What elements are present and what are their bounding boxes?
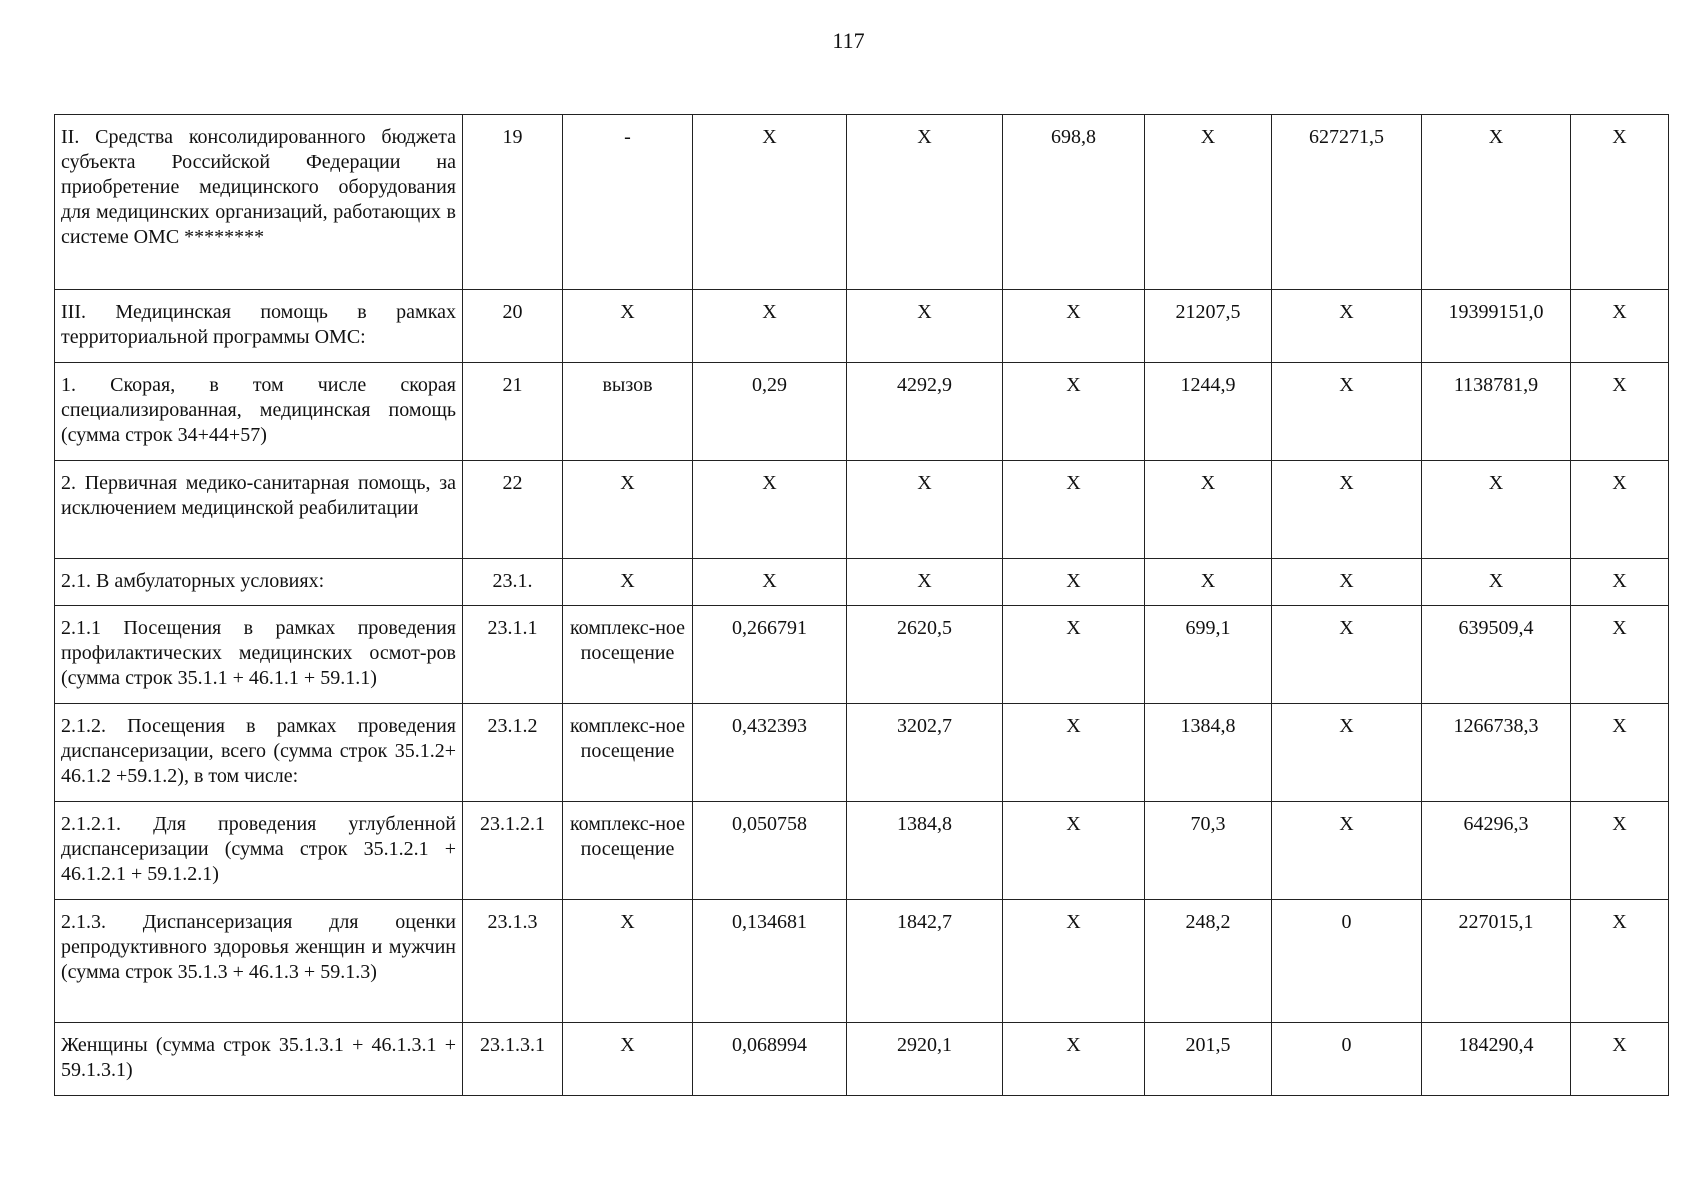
table-cell: 2620,5 — [847, 606, 1003, 704]
table-cell: 0,134681 — [693, 900, 847, 1023]
table-cell: X — [1571, 900, 1669, 1023]
table-cell: X — [1003, 802, 1145, 900]
table-cell: 23.1.3.1 — [463, 1023, 563, 1096]
table-cell: X — [1571, 704, 1669, 802]
table-cell: 19399151,0 — [1422, 290, 1571, 363]
table-cell: 23.1.2 — [463, 704, 563, 802]
table-cell: X — [1003, 290, 1145, 363]
table-cell: комплекс-ное посещение — [563, 606, 693, 704]
table-cell: 2920,1 — [847, 1023, 1003, 1096]
table-row — [55, 363, 1669, 461]
table-cell: комплекс-ное посещение — [563, 802, 693, 900]
table-cell: X — [1003, 559, 1145, 606]
table-cell: X — [1272, 559, 1422, 606]
table-cell: 639509,4 — [1422, 606, 1571, 704]
table-cell: 248,2 — [1145, 900, 1272, 1023]
row-name-cell: III. Медицинская помощь в рамках территориальной программы ОМС: — [55, 290, 463, 363]
table-cell: X — [693, 461, 847, 559]
table-cell: X — [563, 559, 693, 606]
table-cell: X — [1003, 900, 1145, 1023]
table-row — [55, 1023, 1669, 1096]
table-cell: - — [563, 115, 693, 290]
row-name-cell: Женщины (сумма строк 35.1.3.1 + 46.1.3.1 + 59.1.3.1) — [55, 1023, 463, 1096]
table-cell: X — [1003, 363, 1145, 461]
table-cell: X — [1571, 606, 1669, 704]
table-cell: X — [563, 900, 693, 1023]
table-cell: 0 — [1272, 1023, 1422, 1096]
table-cell: 1384,8 — [1145, 704, 1272, 802]
table-cell: X — [1571, 461, 1669, 559]
table-cell: 23.1.1 — [463, 606, 563, 704]
table-cell: 0,050758 — [693, 802, 847, 900]
table-cell: X — [1272, 461, 1422, 559]
table-cell: 20 — [463, 290, 563, 363]
table-row — [55, 290, 1669, 363]
row-name-cell: 2. Первичная медико-санитарная помощь, за исключением медицинской реабилитации — [55, 461, 463, 559]
table-cell: 0,068994 — [693, 1023, 847, 1096]
row-name-cell: 1. Скорая, в том числе скорая специализированная, медицинская помощь (сумма строк 34+44+57) — [55, 363, 463, 461]
row-name-cell: 2.1.3. Диспансеризация для оценки репродуктивного здоровья женщин и мужчин (сумма строк 35.1.3 + 46.1.3 + 59.1.3) — [55, 900, 463, 1023]
table-cell: комплекс-ное посещение — [563, 704, 693, 802]
table-cell: X — [1272, 290, 1422, 363]
table-cell: X — [693, 115, 847, 290]
table-cell: 19 — [463, 115, 563, 290]
table-cell: X — [1145, 559, 1272, 606]
table-cell: 1842,7 — [847, 900, 1003, 1023]
table-cell: 3202,7 — [847, 704, 1003, 802]
table-row — [55, 115, 1669, 290]
row-name-cell: 2.1.2. Посещения в рамках проведения диспансеризации, всего (сумма строк 35.1.2+ 46.1.2 +59.1.2), в том числе: — [55, 704, 463, 802]
table-cell: X — [1003, 461, 1145, 559]
table-cell: 0 — [1272, 900, 1422, 1023]
table-row — [55, 704, 1669, 802]
row-name-cell: 2.1.1 Посещения в рамках проведения профилактических медицинских осмот-ров (сумма строк 35.1.1 + 46.1.1 + 59.1.1) — [55, 606, 463, 704]
table-cell: X — [693, 290, 847, 363]
table-cell: 1266738,3 — [1422, 704, 1571, 802]
table-cell: X — [1422, 115, 1571, 290]
table-cell: X — [1272, 606, 1422, 704]
table-cell: 23.1.3 — [463, 900, 563, 1023]
table-cell: X — [847, 461, 1003, 559]
table-cell: 1244,9 — [1145, 363, 1272, 461]
table-row — [55, 461, 1669, 559]
table-cell: X — [1422, 461, 1571, 559]
table-cell: X — [1003, 704, 1145, 802]
table-cell: X — [1571, 559, 1669, 606]
table-cell: X — [847, 115, 1003, 290]
table-cell: X — [1145, 461, 1272, 559]
table-cell: X — [1003, 606, 1145, 704]
table-cell: 0,432393 — [693, 704, 847, 802]
table-cell: вызов — [563, 363, 693, 461]
table-row — [55, 559, 1669, 606]
table-cell: 4292,9 — [847, 363, 1003, 461]
table-cell: X — [563, 1023, 693, 1096]
table-cell: 1138781,9 — [1422, 363, 1571, 461]
row-name-cell: 2.1. В амбулаторных условиях: — [55, 559, 463, 606]
table-cell: X — [847, 290, 1003, 363]
table-cell: X — [1571, 1023, 1669, 1096]
table-cell: 201,5 — [1145, 1023, 1272, 1096]
table-cell: 0,29 — [693, 363, 847, 461]
table-cell: 1384,8 — [847, 802, 1003, 900]
table-cell: 21 — [463, 363, 563, 461]
table-cell: 21207,5 — [1145, 290, 1272, 363]
table-cell: X — [563, 290, 693, 363]
table-cell: 699,1 — [1145, 606, 1272, 704]
table-cell: X — [1571, 363, 1669, 461]
table-cell: 184290,4 — [1422, 1023, 1571, 1096]
table-row — [55, 606, 1669, 704]
table-cell: 22 — [463, 461, 563, 559]
table-cell: X — [1272, 363, 1422, 461]
table-cell: X — [1272, 802, 1422, 900]
row-name-cell: II. Средства консолидированного бюджета субъекта Российской Федерации на приобретение медицинского оборудования для медицинских организаций, работающих в системе ОМС ******** — [55, 115, 463, 290]
table-cell: 70,3 — [1145, 802, 1272, 900]
table-row — [55, 802, 1669, 900]
page-number: 117 — [832, 28, 865, 53]
table-cell: 0,266791 — [693, 606, 847, 704]
table-cell: X — [1571, 290, 1669, 363]
table-cell: X — [1145, 115, 1272, 290]
table-cell: X — [847, 559, 1003, 606]
table-cell: 23.1. — [463, 559, 563, 606]
table-cell: 698,8 — [1003, 115, 1145, 290]
table-cell: 23.1.2.1 — [463, 802, 563, 900]
table-cell: 64296,3 — [1422, 802, 1571, 900]
table-cell: X — [1003, 1023, 1145, 1096]
table-cell: X — [693, 559, 847, 606]
table-cell: X — [1422, 559, 1571, 606]
row-name-cell: 2.1.2.1. Для проведения углубленной диспансеризации (сумма строк 35.1.2.1 + 46.1.2.1 + 59.1.2.1) — [55, 802, 463, 900]
table-cell: X — [1571, 802, 1669, 900]
table-cell: X — [563, 461, 693, 559]
table-cell: 227015,1 — [1422, 900, 1571, 1023]
table-cell: X — [1272, 704, 1422, 802]
table-cell: X — [1571, 115, 1669, 290]
data-table — [54, 114, 1669, 1096]
table-row — [55, 900, 1669, 1023]
table-cell: 627271,5 — [1272, 115, 1422, 290]
